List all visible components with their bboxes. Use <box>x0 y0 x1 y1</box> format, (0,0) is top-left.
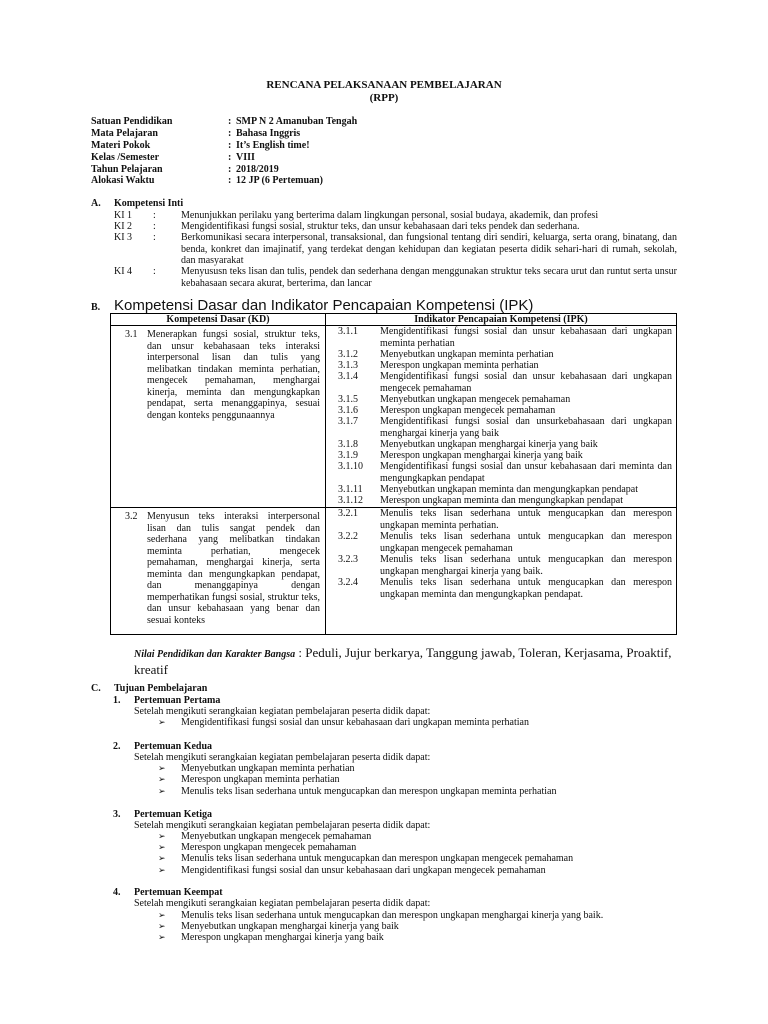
column-divider <box>325 314 326 634</box>
identity-row: Tahun Pelajaran : 2018/2019 <box>91 164 279 175</box>
ki-text: Berkomunikasi secara interpersonal, transaksional, dan fungsional tentang diri sendiri, keluarga, serta orang, binatang, dan benda, konkret dan imajinatif, yang terdekat dengan kehidupan dan kegiatan peserta didik sehari-hari di rumah, sekolah, dan masyarakat <box>181 232 677 266</box>
meeting-title: Pertemuan Kedua <box>134 741 213 752</box>
ipk-column-header: Indikator Pencapaian Kompetensi (IPK) <box>414 314 588 325</box>
objective-item: ➢ Menyebutkan ungkapan meminta perhatian <box>158 763 355 774</box>
objective-item: ➢ Merespon ungkapan menghargai kinerja yang baik <box>158 932 384 943</box>
section-a-heading: Kompetensi Inti <box>114 198 184 209</box>
kd-number: 3.2 <box>125 511 138 522</box>
ki-text: Menyususn teks lisan dan tulis, pendek dan sederhana dengan menggunakan struktur teks secara urut dan runtut serta unsur kebahasaan secara akurat, berterima, dan lancar <box>181 266 677 289</box>
arrow-bullet-icon: ➢ <box>158 831 166 841</box>
objective-item: ➢ Menulis teks lisan sederhana untuk mengucapkan dan merespon ungkapan mengecek pemahaman <box>158 853 574 864</box>
meeting-number: 4. <box>113 887 121 898</box>
arrow-bullet-icon: ➢ <box>158 842 166 852</box>
ki-key: KI 2 <box>114 221 133 232</box>
document-subtitle: (RPP) <box>369 92 399 104</box>
kd-text: Menyusun teks interaksi interpersonal lisan dan tulis sangat pendek dan sederhana yang melibatkan tindakan meminta perhatian, mengecek pemahaman, menghargai kinerja, serta meminta dan mengungkapkan pendapat, dan menanggapinya dengan memperhatikan fungsi sosial, struktur teks, dan unsur kebahasaan yang benar dan sesuai konteks <box>147 511 320 626</box>
ki-colon: : <box>153 221 156 232</box>
ki-text: Mengidentifikasi fungsi sosial, struktur teks, dan unsur kebahasaan dari teks pendek dan sederhana. <box>181 221 580 232</box>
ki-key: KI 4 <box>114 266 133 277</box>
meeting-number: 3. <box>113 809 121 820</box>
character-values-label: Nilai Pendidikan dan Karakter Bangsa <box>134 649 296 660</box>
meeting-title: Pertemuan Ketiga <box>134 809 213 820</box>
ki-text: Menunjukkan perilaku yang berterima dalam lingkungan personal, sosial budaya, akademik, dan profesi <box>181 210 599 221</box>
objective-item: ➢ Menyebutkan ungkapan mengecek pemahaman <box>158 831 372 842</box>
section-c-letter: C. <box>91 683 101 694</box>
identity-row: Mata Pelajaran : Bahasa Inggris <box>91 128 301 139</box>
document-title: RENCANA PELAKSANAAN PEMBELAJARAN <box>266 79 502 91</box>
arrow-bullet-icon: ➢ <box>158 774 166 784</box>
objective-item: ➢ Merespon ungkapan meminta perhatian <box>158 774 340 785</box>
meeting-number: 1. <box>113 695 121 706</box>
meeting-intro: Setelah mengikuti serangkaian kegiatan pembelajaran peserta didik dapat: <box>134 820 431 831</box>
kd-number: 3.1 <box>125 329 138 340</box>
arrow-bullet-icon: ➢ <box>158 932 166 942</box>
section-b-heading: Kompetensi Dasar dan Indikator Pencapaian Kompetensi (IPK) <box>114 297 534 314</box>
section-c-heading: Tujuan Pembelajaran <box>114 683 208 694</box>
identity-row: Alokasi Waktu : 12 JP (6 Pertemuan) <box>91 175 323 186</box>
character-values-text: Peduli, Jujur berkarya, Tanggung jawab, Toleran, Kerjasama, Proaktif, kreatif <box>134 645 672 677</box>
objective-item: ➢ Mengidentifikasi fungsi sosial dan unsur kebahasaan dari ungkapan meminta perhatian <box>158 717 529 728</box>
arrow-bullet-icon: ➢ <box>158 853 166 863</box>
character-values: Nilai Pendidikan dan Karakter Bangsa : Peduli, Jujur berkarya, Tanggung jawab, Toleran, Kerjasama, Proaktif, kreatif <box>134 645 672 677</box>
meeting-intro: Setelah mengikuti serangkaian kegiatan pembelajaran peserta didik dapat: <box>134 898 431 909</box>
arrow-bullet-icon: ➢ <box>158 786 166 796</box>
arrow-bullet-icon: ➢ <box>158 763 166 773</box>
ki-colon: : <box>153 232 156 243</box>
meeting-title: Pertemuan Pertama <box>134 695 221 706</box>
arrow-bullet-icon: ➢ <box>158 865 166 875</box>
kd-column-header: Kompetensi Dasar (KD) <box>166 314 270 325</box>
identity-row: Materi Pokok : It’s English time! <box>91 140 310 151</box>
kd-ipk-table: Kompetensi Dasar (KD) Indikator Pencapaian Kompetensi (IPK) 3.1 Menerapkan fungsi sosial, struktur teks, dan unsur kebahasaan teks interaksi interpersonal lisan dan tulis yang melibatkan tindakan meminta perhatian, mengecek pemahaman, menghargai kinerja, meminta dan mengungkapkan pendapat, serta menanggapinya, sesuai dengan konteks penggunaannya 3.1.1 Mengidentifikasi fungsi sosial dan unsur kebahasaan dari ungkapan meminta perhatian 3.1.2 Menyebutkan ungkapan meminta perhatian 3.1.3 Merespon ungkapan meminta perhatian 3.1.4 Mengidentifikasi fungsi sosial dan unsur kebahasaan dari ungkapan mengecek pemahaman 3.1.5 Menyebutkan ungkapan mengecek pemahaman 3.1.6 Merespon ungkapan mengecek pemahaman 3.1.7 Mengidentifikasi fungsi sosial dan unsurkebahasaan dari ungkapan menghargai kinerja yang baik 3.1.8 Menyebutkan ungkapan menghargai kinerja yang baik 3.1.9 Merespon ungkapan menghargai kinerja yang baik 3.1.10 Mengidentifikasi fungsi sosial dan unsur kebahasaan dari meminta dan mengungkapkan pendapat 3.1.11 Menyebutkan ungkapan meminta dan mengungkapkan pendapat 3.1.12 Merespon ungkapan meminta dan mengungkapkan pendapat 3.2 Menyusun teks interaksi interpersonal lisan dan tulis sangat pendek dan sederhana yang melibatkan tindakan meminta perhatian, mengecek pemahaman, menghargai kinerja, serta meminta dan mengungkapkan pendapat, dan menanggapinya dengan memperhatikan fungsi sosial, struktur teks, dan unsur kebahasaan yang benar dan sesuai konteks 3.2.1 Menulis teks lisan sederhana untuk mengucapkan dan merespon ungkapan meminta perhatian. 3.2.2 Menulis teks lisan sederhana untuk mengucapkan dan merespon ungkapan mengecek pemahaman 3.2.3 Menulis teks lisan sederhana untuk mengucapkan dan merespon ungkapan menghargai kinerja yang baik. 3.2.4 Menulis teks lisan sederhana untuk mengucapkan dan merespon ungkapan meminta dan mengungkapkan pendapat. <box>110 313 677 635</box>
objective-item: ➢ Merespon ungkapan mengecek pemahaman <box>158 842 357 853</box>
arrow-bullet-icon: ➢ <box>158 910 166 920</box>
arrow-bullet-icon: ➢ <box>158 717 166 727</box>
ki-key: KI 3 <box>114 232 133 243</box>
objective-item: ➢ Menulis teks lisan sederhana untuk mengucapkan dan merespon ungkapan meminta perhatian <box>158 786 557 797</box>
section-a-letter: A. <box>91 198 101 209</box>
identity-row: Satuan Pendidikan : SMP N 2 Amanuban Tengah <box>91 116 358 127</box>
meeting-intro: Setelah mengikuti serangkaian kegiatan pembelajaran peserta didik dapat: <box>134 706 431 717</box>
ki-colon: : <box>153 210 156 221</box>
objective-item: ➢ Menyebutkan ungkapan menghargai kinerja yang baik <box>158 921 399 932</box>
meeting-number: 2. <box>113 741 121 752</box>
objective-item: ➢ Mengidentifikasi fungsi sosial dan unsur kebahasaan dari ungkapan mengecek pemahaman <box>158 865 546 876</box>
ki-colon: : <box>153 266 156 277</box>
meeting-intro: Setelah mengikuti serangkaian kegiatan pembelajaran peserta didik dapat: <box>134 752 431 763</box>
objective-item: ➢ Menulis teks lisan sederhana untuk mengucapkan dan merespon ungkapan menghargai kinerja yang baik. <box>158 910 604 921</box>
ki-key: KI 1 <box>114 210 133 221</box>
identity-row: Kelas /Semester : VIII <box>91 152 255 163</box>
section-b-letter: B. <box>91 302 101 313</box>
arrow-bullet-icon: ➢ <box>158 921 166 931</box>
kd-text: Menerapkan fungsi sosial, struktur teks, dan unsur kebahasaan teks interaksi interpersonal lisan dan tulis yang melibatkan tindakan meminta perhatian, mengecek pemahaman, menghargai kinerja, meminta dan mengungkapkan pendapat, serta menanggapinya, sesuai dengan konteks penggunaannya <box>147 329 320 421</box>
meeting-title: Pertemuan Keempat <box>134 887 223 898</box>
